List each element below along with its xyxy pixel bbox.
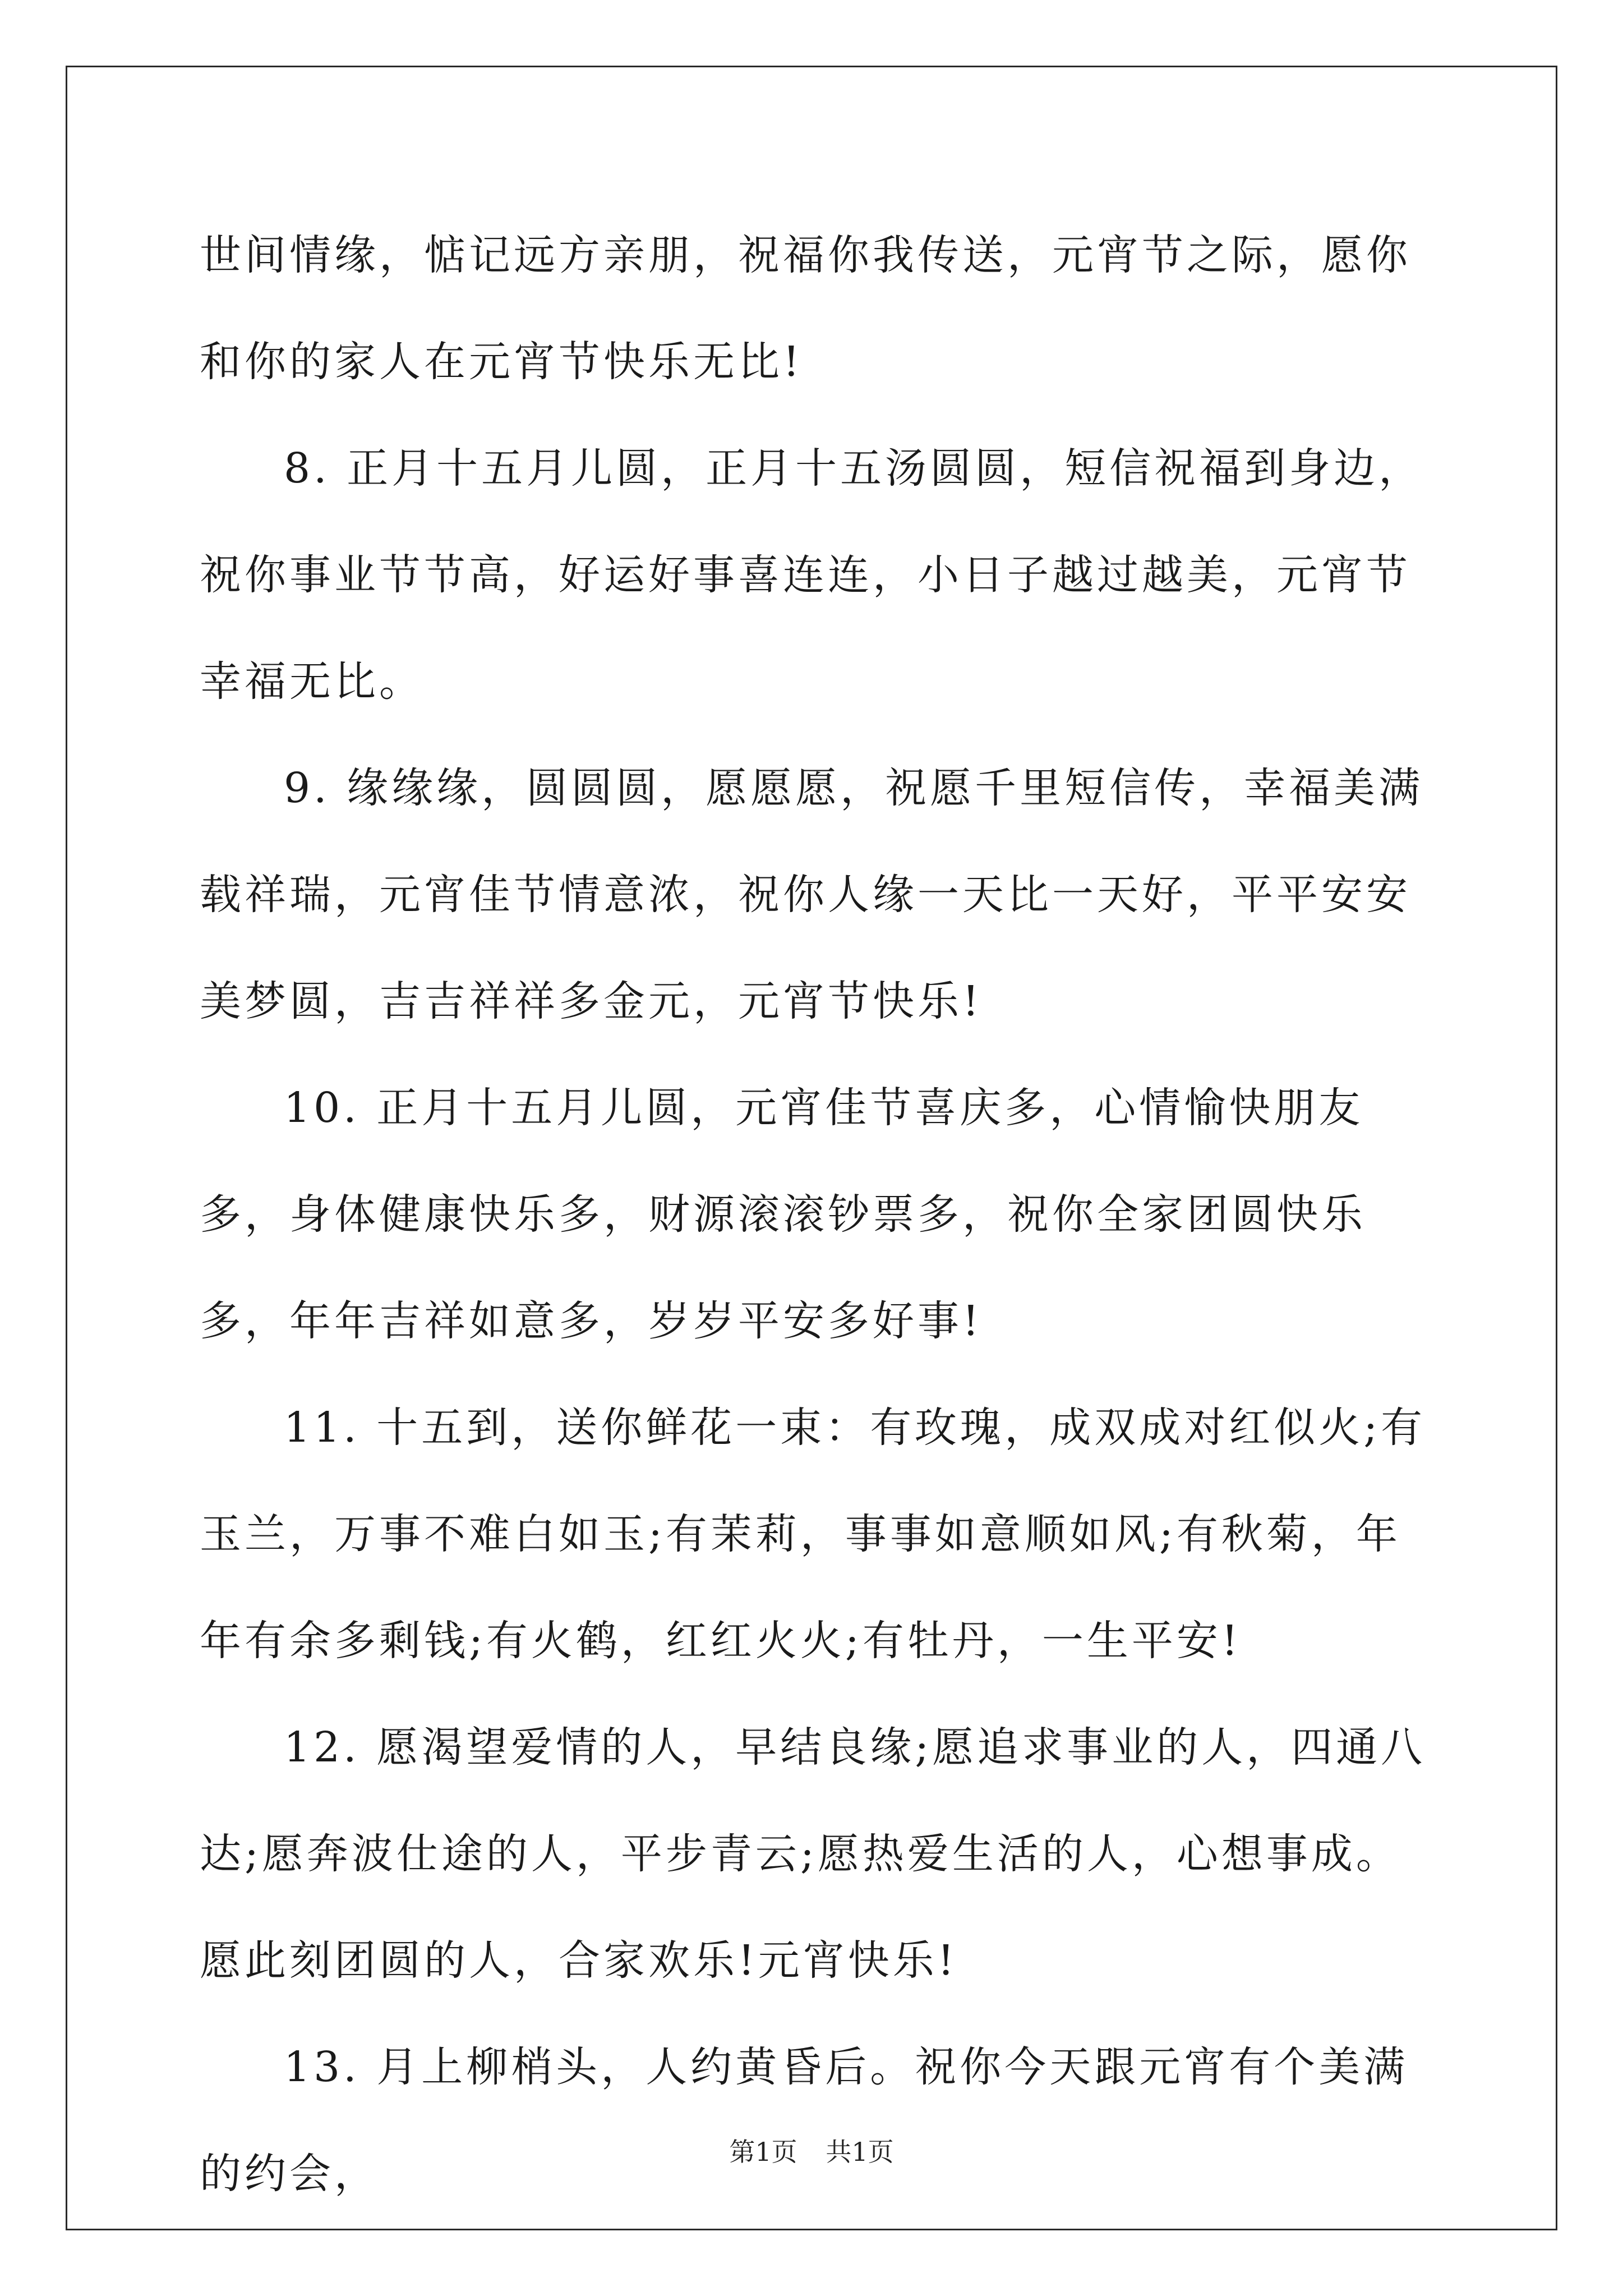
paragraph-4: 10. 正月十五月儿圆，元宵佳节喜庆多，心情愉快朋友多，身体健康快乐多，财源滚滚钞票多，祝你全家团圆快乐多，年年吉祥如意多，岁岁平安多好事! (200, 1084, 1366, 1345)
paragraph-2: 8. 正月十五月儿圆，正月十五汤圆圆，短信祝福到身边，祝你事业节节高，好运好事喜连连，小日子越过越美，元宵节幸福无比。 (200, 444, 1424, 706)
document-body (200, 202, 1433, 2227)
paragraph-6: 12. 愿渴望爱情的人，早结良缘;愿追求事业的人，四通八达;愿奔波仕途的人，平步青云;愿热爱生活的人，心想事成。愿此刻团圆的人，合家欢乐!元宵快乐! (200, 1723, 1426, 1985)
page-number-total: 共1页 (826, 2137, 894, 2167)
paragraph-1: 世间情缘，惦记远方亲朋，祝福你我传送，元宵节之际，愿你和你的家人在元宵节快乐无比! (200, 231, 1411, 386)
page-number-current: 第1页 (729, 2137, 797, 2167)
paragraph-7: 13. 月上柳梢头，人约黄昏后。祝你今天跟元宵有个美满的约会， (200, 2043, 1409, 2198)
page-footer (0, 2132, 1623, 2169)
paragraph-3: 9. 缘缘缘，圆圆圆，愿愿愿，祝愿千里短信传，幸福美满载祥瑞，元宵佳节情意浓，祝你人缘一天比一天好，平平安安美梦圆，吉吉祥祥多金元，元宵节快乐! (200, 764, 1424, 1025)
paragraph-5: 11. 十五到，送你鲜花一束：有玫瑰，成双成对红似火;有玉兰，万事不难白如玉;有茉莉，事事如意顺如风;有秋菊，年年有余多剩钱;有火鹤，红红火火;有牡丹，一生平安! (200, 1404, 1426, 1665)
